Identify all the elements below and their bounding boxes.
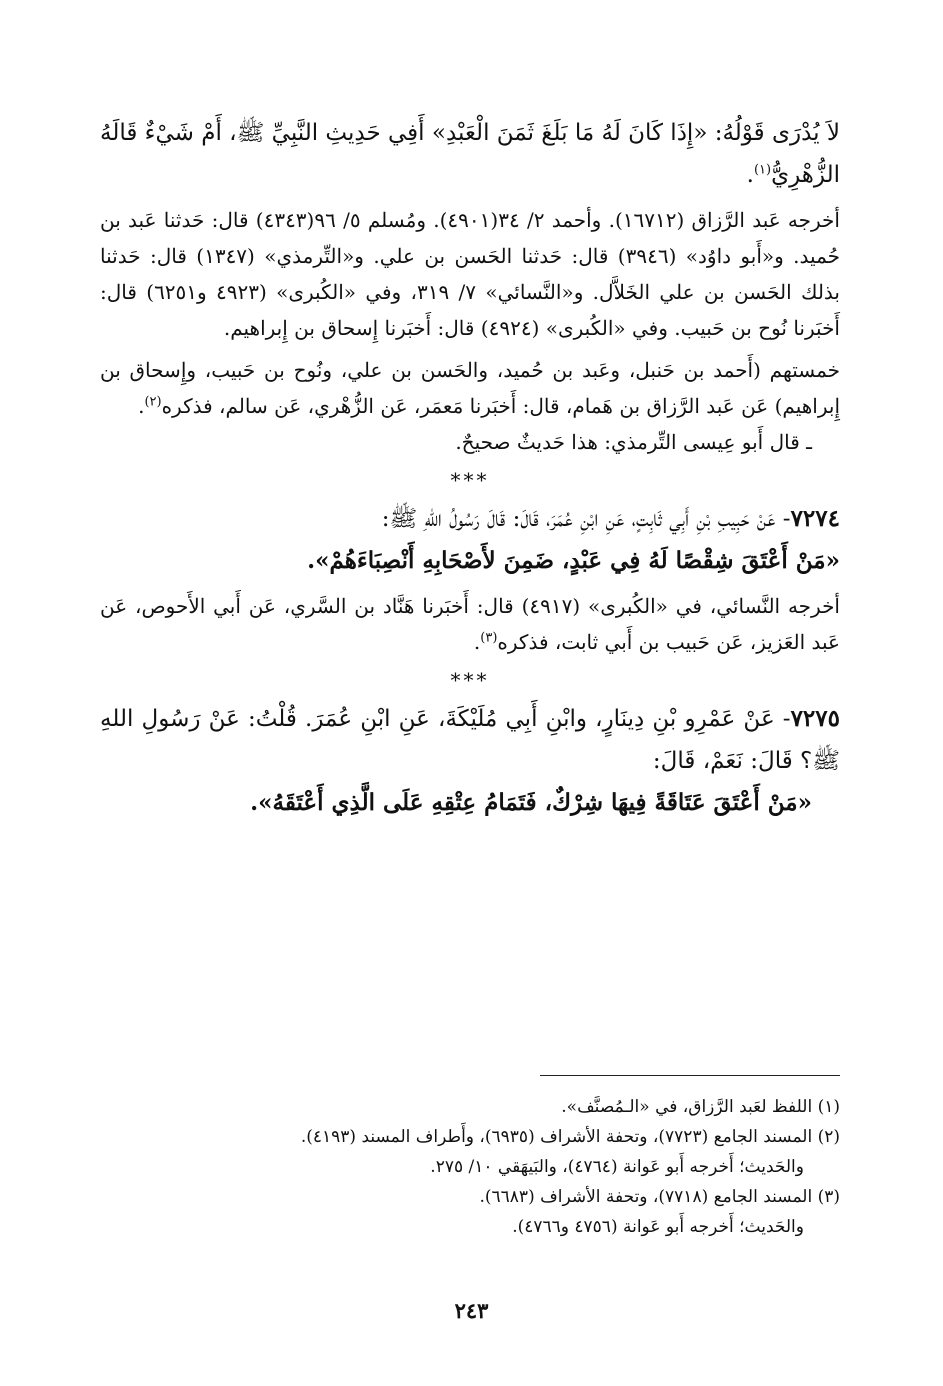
hadith-7274-matn: «مَنْ أَعْتَقَ شِقْصًا لَهُ فِي عَبْدٍ، ضَمِنَ لأَصْحَابِهِ أَنْصِبَاءَهُمْ». <box>307 547 840 574</box>
footnote-3: (٣) المسند الجامع (٧٧١٨)، وتحفة الأشراف (٦٦٨٣). <box>479 1187 840 1207</box>
footnote-ref-2[interactable]: (٢) <box>144 394 162 410</box>
page-number: ٢٤٣ <box>454 1298 489 1323</box>
hadith-number-7275: ٧٢٧٥ <box>790 705 840 732</box>
sentence-end: . <box>138 394 145 418</box>
chain-7273-text: خمستهم (أَحمد بن حَنبل، وعَبد بن حُميد، والحَسن بن علي، ونُوح بن حَبيب، وإِسحاق بن إِبراهيم) عَن عَبد الرَّزاق بن هَمام، قال: أَخبَرنا مَعمَر، عَن الزُّهْري، عَن سالم، فذكره <box>100 358 840 418</box>
chain-7273 <box>100 352 840 424</box>
footnote-ref-1[interactable]: (١) <box>753 162 772 178</box>
hadith-7274 <box>100 498 840 582</box>
takhrij-7274-text: أخرجه النَّسائي، في «الكُبرى» (٤٩١٧) قال: أَخبَرنا هَنَّاد بن السَّري، عَن أَبي الأَحوص، عَن عَبد العَزيز، عَن حَبيب بن أَبي ثابت، فذكره <box>100 594 840 654</box>
hadith-7273-text: لاَ يُدْرَى قَوْلُهُ: «إِذَا كَانَ لَهُ مَا بَلَغَ ثَمَنَ الْعَبْدِ» أَفِي حَدِيثِ النَّبِيِّ ﷺ، أَمْ شَيْءٌ قَالَهُ الزُّهْرِيُّ <box>99 120 840 188</box>
footnote-3-continuation: والحَديث؛ أَخرجه أَبو عَوانة (٤٧٥٦ و٤٧٦٦). <box>512 1217 804 1237</box>
hadith-number-7274: ٧٢٧٤ <box>790 505 840 532</box>
hadith-7275-intro: - عَنْ عَمْرِو بْنِ دِينَارٍ، وابْنِ أَبِي مُلَيْكَةَ، عَنِ ابْنِ عُمَرَ. قُلْتُ: عَنْ رَسُولِ اللهِ ﷺ؟ قَالَ: نَعَمْ، قَالَ: <box>100 706 840 774</box>
footnote-divider <box>540 1075 840 1076</box>
section-separator: *** <box>450 468 490 492</box>
hadith-7275 <box>100 698 840 824</box>
section-separator: *** <box>450 668 490 692</box>
sentence-end: . <box>473 630 481 654</box>
main-text-block <box>100 112 840 824</box>
tirmidhi-grading: ـ قال أَبو عِيسى التِّرمذي: هذا حَديثٌ صحيحٌ. <box>455 430 812 454</box>
sentence-end: . <box>746 162 754 188</box>
footnote-1: (١) اللفظ لعَبد الرَّزاق، في «الـمُصنَّف». <box>561 1097 840 1117</box>
footnote-ref-3[interactable]: (٣) <box>480 630 498 646</box>
takhrij-7274 <box>100 588 840 660</box>
takhrij-7273: أخرجه عَبد الرَّزاق (١٦٧١٢). وأحمد ٢/ ٣٤(٤٩٠١). ومُسلم ٥/ ٩٦(٤٣٤٣) قال: حَدثنا عَبد بن حُميد. و«أَبو داوُد» (٣٩٤٦) قال: حَدثنا الحَسن بن علي. و«التِّرمذي» (١٣٤٧) قال: حَدثنا بذلك الحَسن بن علي الخَلاَّل. و«النَّسائي» ٧/ ٣١٩، وفي «الكُبرى» (٤٩٢٣ و٦٢٥١) قال: أَخبَرنا نُوح بن حَبيب. وفي «الكُبرى» (٤٩٢٤) قال: أَخبَرنا إِسحاق بن إِبراهيم. <box>100 208 840 340</box>
hadith-7274-intro: - عَنْ حَبِيبِ بْنِ أَبِي ثَابِتٍ، عَنِ ابْنِ عُمَرَ، قَالَ: قَالَ رَسُولُ اللهِ ﷺ: <box>381 506 791 532</box>
footnote-2: (٢) المسند الجامع (٧٧٢٣)، وتحفة الأشراف (٦٩٣٥)، وأَطراف المسند (٤١٩٣). <box>300 1127 840 1147</box>
hadith-7273-continuation <box>100 112 840 196</box>
hadith-7275-matn: «مَنْ أَعْتَقَ عَتَاقَةً فِيهَا شِرْكٌ، فَتَمَامُ عِتْقِهِ عَلَى الَّذِي أَعْتَقَهُ». <box>250 789 812 816</box>
footnote-2-continuation: والحَديث؛ أَخرجه أَبو عَوانة (٤٧٦٤)، والبَيهَقي ١٠/ ٢٧٥. <box>430 1157 804 1177</box>
footnotes-block <box>100 1092 840 1242</box>
